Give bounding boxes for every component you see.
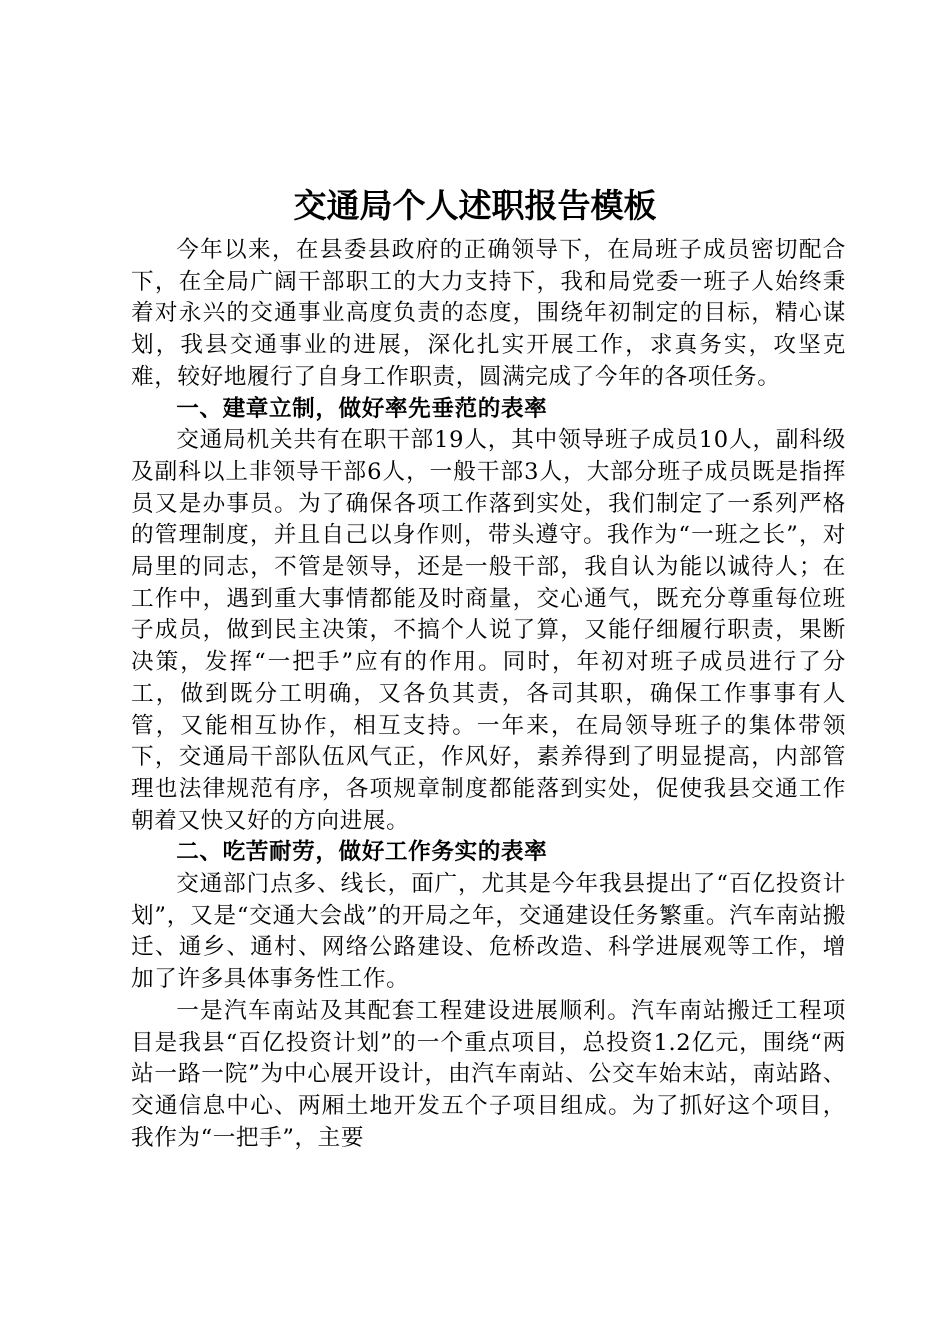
section-2-item-1-paragraph: 一是汽车南站及其配套工程建设进展顺利。汽车南站搬迁工程项目是我县“百亿投资计划”的一个重点项目，总投资1.2亿元，围绕“两站一路一院”为中心展开设计，由汽车南站、公交车始末站，南站路、交通信息中心、两厢土地开发五个子项目组成。为了抓好这个项目，我作为“一把手”，主要: [131, 997, 846, 1151]
document-body: [131, 235, 846, 1154]
document-title: 交通局个人述职报告模板: [293, 186, 657, 225]
section-heading-1: 一、建章立制，做好率先垂范的表率: [176, 395, 548, 422]
section-heading-2: 二、吃苦耐劳，做好工作务实的表率: [176, 839, 548, 866]
section-1-paragraph: 交通局机关共有在职干部19人，其中领导班子成员10人，副科级及副科以上非领导干部6人，一般干部3人，大部分班子成员既是指挥员又是办事员。为了确保各项工作落到实处，我们制定了一系列严格的管理制度，并且自己以身作则，带头遵守。我作为“一班之长”，对局里的同志，不管是领导，还是一般干部，我自认为能以诚待人；在工作中，遇到重大事情都能及时商量，交心通气，既充分尊重每位班子成员，做到民主决策，不搞个人说了算，又能仔细履行职责，果断决策，发挥“一把手”应有的作用。同时，年初对班子成员进行了分工，做到既分工明确，又各负其责，各司其职，确保工作事事有人管，又能相互协作，相互支持。一年来，在局领导班子的集体带领下，交通局干部队伍风气正，作风好，素养得到了明显提高，内部管理也法律规范有序，各项规章制度都能落到实处，促使我县交通工作朝着又快又好的方向进展。: [131, 427, 846, 834]
section-2-paragraph: 交通部门点多、线长，面广，尤其是今年我县提出了“百亿投资计划”，又是“交通大会战”的开局之年，交通建设任务繁重。汽车南站搬迁、通乡、通村、网络公路建设、危桥改造、科学进展观等工作，增加了许多具体事务性工作。: [131, 871, 846, 993]
intro-paragraph: 今年以来，在县委县政府的正确领导下，在局班子成员密切配合下，在全局广阔干部职工的大力支持下，我和局党委一班子人始终秉着对永兴的交通事业高度负责的态度，围绕年初制定的目标，精心谋划，我县交通事业的进展，深化扎实开展工作，求真务实，攻坚克难，较好地履行了自身工作职责，圆满完成了今年的各项任务。: [131, 237, 846, 390]
